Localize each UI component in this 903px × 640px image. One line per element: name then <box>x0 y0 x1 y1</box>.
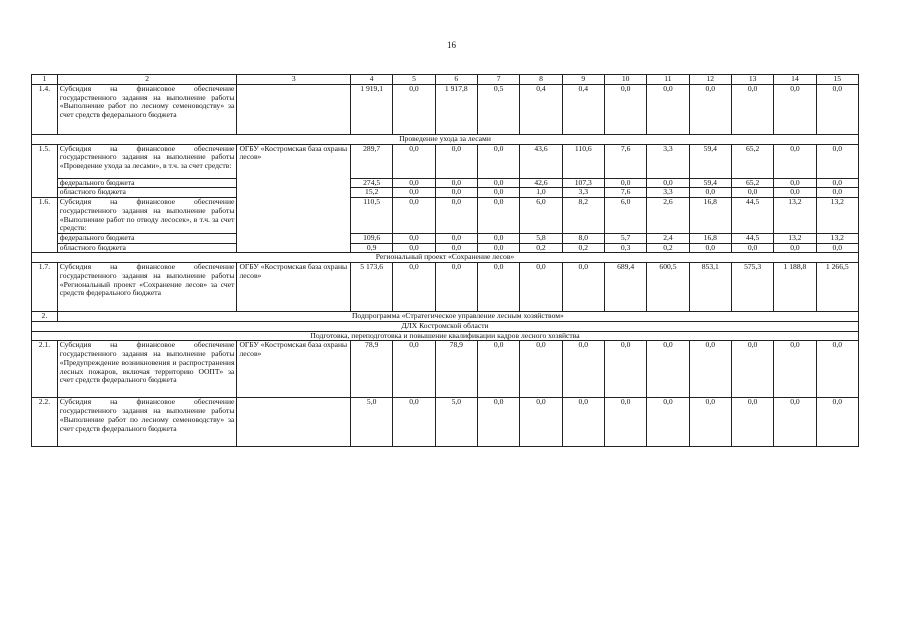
section-title: Проведение ухода за лесами <box>32 135 859 145</box>
column-number: 11 <box>647 75 689 85</box>
value-cell: 7,6 <box>604 188 646 198</box>
value-cell: 0,3 <box>604 243 646 253</box>
row-index: 1.6. <box>32 198 58 253</box>
value-cell: 0,0 <box>816 341 858 398</box>
value-cell: 44,5 <box>731 234 773 244</box>
value-cell: 13,2 <box>816 234 858 244</box>
value-cell: 1 917,8 <box>435 85 477 135</box>
value-cell: 289,7 <box>351 144 393 178</box>
row-description: Субсидия на финансовое обеспечение государственного задания на выполнение работы «Выполнение работ по лесному семеноводству» за счет средств федерального бюджета <box>57 398 237 447</box>
value-cell: 1 266,5 <box>816 263 858 312</box>
value-cell: 0,0 <box>689 188 731 198</box>
value-cell: 0,0 <box>393 188 435 198</box>
row-description: Субсидия на финансовое обеспечение государственного задания на выполнение работы «Выполнение работ по отводу лесосек», в т.ч. за счет средств: <box>57 198 237 234</box>
value-cell: 0,0 <box>774 243 816 253</box>
value-cell: 0,0 <box>393 341 435 398</box>
value-cell: 0,0 <box>816 188 858 198</box>
value-cell: 0,0 <box>604 398 646 447</box>
page-number: 16 <box>447 40 456 50</box>
row-organization <box>237 85 351 135</box>
section-row <box>32 321 859 331</box>
value-cell: 0,0 <box>562 398 604 447</box>
value-cell: 0,0 <box>774 85 816 135</box>
column-number: 12 <box>689 75 731 85</box>
value-cell: 5,7 <box>604 234 646 244</box>
value-cell: 0,0 <box>604 341 646 398</box>
value-cell: 0,0 <box>816 144 858 178</box>
column-number: 7 <box>477 75 519 85</box>
row-index: 1.7. <box>32 263 58 312</box>
value-cell: 15,2 <box>351 188 393 198</box>
value-cell: 0,0 <box>689 341 731 398</box>
value-cell: 0,0 <box>689 243 731 253</box>
value-cell: 0,0 <box>774 188 816 198</box>
value-cell: 600,5 <box>647 263 689 312</box>
value-cell: 13,2 <box>774 234 816 244</box>
value-cell: 2,4 <box>647 234 689 244</box>
section-title: Подготовка, переподготовка и повышение квалификации кадров лесного хозяйства <box>32 331 859 341</box>
value-cell: 109,6 <box>351 234 393 244</box>
table-row <box>32 243 859 253</box>
row-index: 1.5. <box>32 144 58 197</box>
value-cell: 0,0 <box>435 178 477 188</box>
value-cell: 0,0 <box>520 341 562 398</box>
value-cell: 78,9 <box>351 341 393 398</box>
value-cell: 0,0 <box>731 398 773 447</box>
value-cell: 0,0 <box>731 341 773 398</box>
section-row <box>32 253 859 263</box>
section-row <box>32 331 859 341</box>
value-cell: 0,0 <box>477 398 519 447</box>
value-cell: 13,2 <box>816 198 858 234</box>
value-cell: 0,0 <box>477 144 519 178</box>
value-cell: 0,5 <box>477 85 519 135</box>
value-cell: 0,0 <box>477 234 519 244</box>
budget-source-label: федерального бюджета <box>57 178 237 188</box>
row-organization: ОГБУ «Костромская база охраны лесов» <box>237 144 351 253</box>
value-cell: 0,0 <box>393 85 435 135</box>
column-number-row <box>32 75 859 85</box>
section-title: Региональный проект «Сохранение лесов» <box>32 253 859 263</box>
value-cell: 44,5 <box>731 198 773 234</box>
value-cell: 274,5 <box>351 178 393 188</box>
value-cell: 6,0 <box>520 198 562 234</box>
column-number: 1 <box>32 75 58 85</box>
value-cell: 1 188,8 <box>774 263 816 312</box>
column-number: 2 <box>57 75 237 85</box>
subprogram-row <box>32 312 859 322</box>
value-cell: 16,8 <box>689 234 731 244</box>
value-cell: 0,0 <box>816 243 858 253</box>
value-cell: 65,2 <box>731 178 773 188</box>
value-cell: 110,5 <box>351 198 393 234</box>
value-cell: 0,0 <box>477 263 519 312</box>
value-cell: 0,0 <box>393 398 435 447</box>
value-cell: 0,0 <box>774 144 816 178</box>
value-cell: 107,3 <box>562 178 604 188</box>
value-cell: 0,0 <box>393 234 435 244</box>
value-cell: 0,0 <box>774 178 816 188</box>
section-title: ДЛХ Костромской области <box>32 321 859 331</box>
value-cell: 1,0 <box>520 188 562 198</box>
table-row <box>32 85 859 135</box>
value-cell: 0,0 <box>435 198 477 234</box>
row-description: Субсидия на финансовое обеспечение государственного задания на выполнение работы «Предупреждение возникновения и распространения лесных пожаров, включая территорию ООПТ» за счет средств федерального бюджета <box>57 341 237 398</box>
value-cell: 0,2 <box>520 243 562 253</box>
value-cell: 59,4 <box>689 144 731 178</box>
row-index: 2. <box>32 312 58 322</box>
value-cell: 0,0 <box>435 188 477 198</box>
value-cell: 0,0 <box>647 341 689 398</box>
value-cell: 0,0 <box>774 341 816 398</box>
value-cell: 853,1 <box>689 263 731 312</box>
value-cell: 0,0 <box>816 178 858 188</box>
value-cell: 1 919,1 <box>351 85 393 135</box>
value-cell: 5,8 <box>520 234 562 244</box>
table-row <box>32 234 859 244</box>
value-cell: 78,9 <box>435 341 477 398</box>
value-cell: 575,3 <box>731 263 773 312</box>
row-index: 1.4. <box>32 85 58 135</box>
table-row <box>32 263 859 312</box>
value-cell: 6,0 <box>604 198 646 234</box>
value-cell: 3,3 <box>647 144 689 178</box>
row-description: Субсидия на финансовое обеспечение государственного задания на выполнение работы «Региональный проект «Сохранение лесов» за счет средств федерального бюджета <box>57 263 237 312</box>
column-number: 6 <box>435 75 477 85</box>
value-cell: 0,0 <box>393 198 435 234</box>
value-cell: 0,0 <box>435 234 477 244</box>
budget-source-label: федерального бюджета <box>57 234 237 244</box>
value-cell: 0,0 <box>477 341 519 398</box>
value-cell: 0,0 <box>816 85 858 135</box>
value-cell: 0,0 <box>520 263 562 312</box>
value-cell: 0,0 <box>689 398 731 447</box>
budget-source-label: областного бюджета <box>57 243 237 253</box>
value-cell: 0,0 <box>604 178 646 188</box>
value-cell: 5,0 <box>351 398 393 447</box>
value-cell: 0,0 <box>647 398 689 447</box>
value-cell: 0,0 <box>562 341 604 398</box>
value-cell: 7,6 <box>604 144 646 178</box>
table-row <box>32 198 859 234</box>
budget-table <box>31 74 859 447</box>
value-cell: 13,2 <box>774 198 816 234</box>
value-cell: 110,6 <box>562 144 604 178</box>
value-cell: 0,0 <box>604 85 646 135</box>
value-cell: 0,0 <box>393 144 435 178</box>
value-cell: 0,9 <box>351 243 393 253</box>
column-number: 10 <box>604 75 646 85</box>
row-organization: ОГБУ «Костромская база охраны лесов» <box>237 341 351 398</box>
value-cell: 0,4 <box>562 85 604 135</box>
value-cell: 8,0 <box>562 234 604 244</box>
column-number: 4 <box>351 75 393 85</box>
table-row <box>32 398 859 447</box>
row-organization: ОГБУ «Костромская база охраны лесов» <box>237 263 351 312</box>
value-cell: 0,0 <box>562 263 604 312</box>
value-cell: 0,0 <box>435 263 477 312</box>
budget-source-label: областного бюджета <box>57 188 237 198</box>
column-number: 8 <box>520 75 562 85</box>
value-cell: 5 173,6 <box>351 263 393 312</box>
value-cell: 0,0 <box>816 398 858 447</box>
section-row <box>32 135 859 145</box>
value-cell: 3,3 <box>562 188 604 198</box>
table-row <box>32 178 859 188</box>
value-cell: 8,2 <box>562 198 604 234</box>
value-cell: 0,0 <box>647 178 689 188</box>
value-cell: 3,3 <box>647 188 689 198</box>
table-row <box>32 341 859 398</box>
value-cell: 0,0 <box>393 263 435 312</box>
row-index: 2.2. <box>32 398 58 447</box>
value-cell: 0,0 <box>774 398 816 447</box>
value-cell: 5,0 <box>435 398 477 447</box>
value-cell: 0,0 <box>435 144 477 178</box>
value-cell: 65,2 <box>731 144 773 178</box>
value-cell: 0,0 <box>731 243 773 253</box>
value-cell: 0,2 <box>647 243 689 253</box>
column-number: 14 <box>774 75 816 85</box>
column-number: 3 <box>237 75 351 85</box>
value-cell: 0,0 <box>647 85 689 135</box>
value-cell: 0,2 <box>562 243 604 253</box>
column-number: 5 <box>393 75 435 85</box>
row-organization <box>237 398 351 447</box>
value-cell: 0,4 <box>520 85 562 135</box>
column-number: 15 <box>816 75 858 85</box>
subprogram-title: Подпрограмма «Стратегическое управление лесным хозяйством» <box>57 312 858 322</box>
value-cell: 16,8 <box>689 198 731 234</box>
value-cell: 0,0 <box>435 243 477 253</box>
table-row <box>32 144 859 178</box>
row-description: Субсидия на финансовое обеспечение государственного задания на выполнение работы «Проведение ухода за лесами», в т.ч. за счет средств: <box>57 144 237 178</box>
row-index: 2.1. <box>32 341 58 398</box>
value-cell: 42,6 <box>520 178 562 188</box>
value-cell: 0,0 <box>520 398 562 447</box>
value-cell: 0,0 <box>477 188 519 198</box>
table-row <box>32 188 859 198</box>
column-number: 9 <box>562 75 604 85</box>
row-description: Субсидия на финансовое обеспечение государственного задания на выполнение работы «Выполнение работ по лесному семеноводству» за счет средств федерального бюджета <box>57 85 237 135</box>
value-cell: 43,6 <box>520 144 562 178</box>
value-cell: 0,0 <box>731 188 773 198</box>
value-cell: 59,4 <box>689 178 731 188</box>
value-cell: 689,4 <box>604 263 646 312</box>
value-cell: 0,0 <box>731 85 773 135</box>
value-cell: 0,0 <box>689 85 731 135</box>
value-cell: 0,0 <box>393 243 435 253</box>
value-cell: 0,0 <box>477 198 519 234</box>
value-cell: 0,0 <box>477 243 519 253</box>
value-cell: 2,6 <box>647 198 689 234</box>
value-cell: 0,0 <box>393 178 435 188</box>
value-cell: 0,0 <box>477 178 519 188</box>
column-number: 13 <box>731 75 773 85</box>
